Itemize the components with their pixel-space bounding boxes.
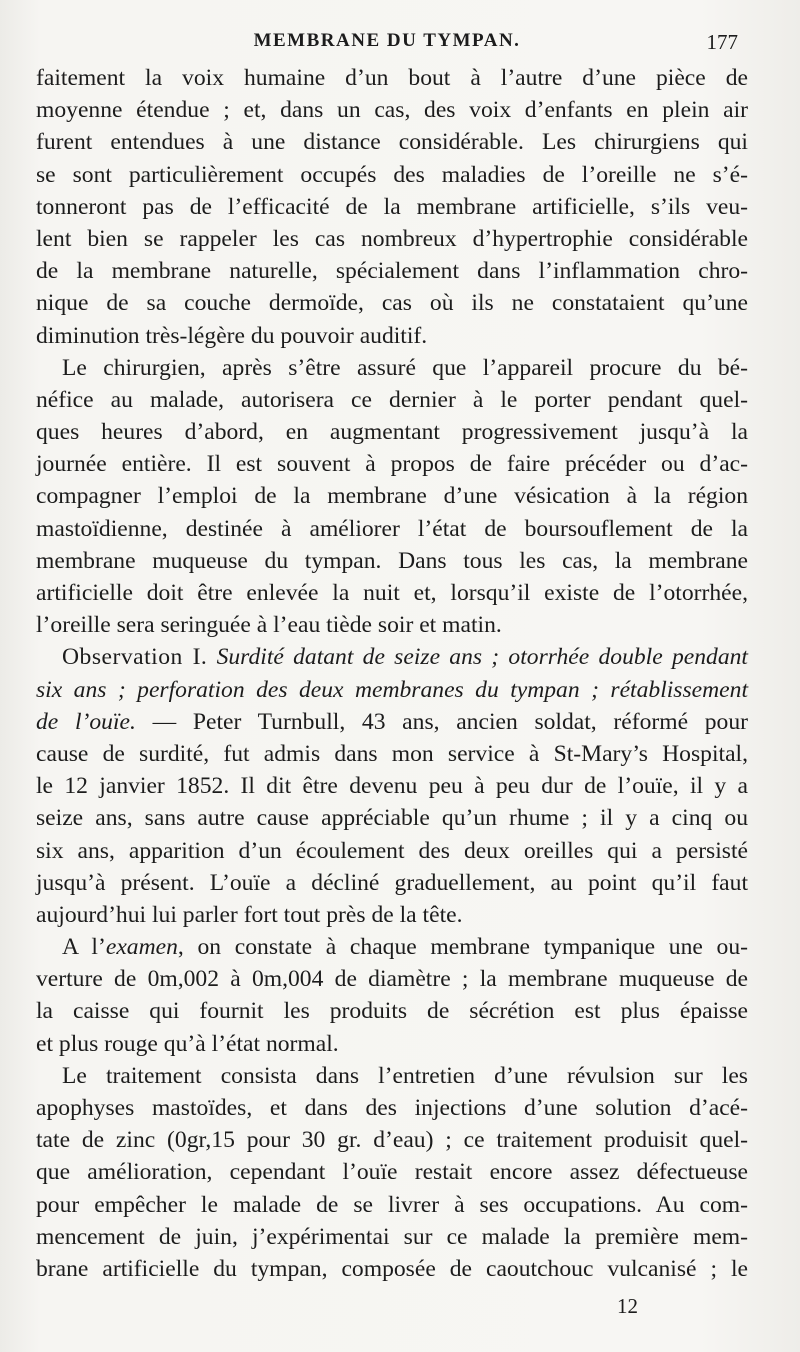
text-line: tonneront pas de l’efficacité de la membrane artificielle, s’ils veu- — [36, 193, 748, 220]
observation-title-line: six ans ; perforation des deux membranes du tympan ; rétablissement — [36, 676, 748, 703]
text-line: néfice au malade, autorisera ce dernier à le porter pendant quel- — [36, 386, 748, 413]
text-line: compagner l’emploi de la membrane d’une vésication à la région — [36, 483, 748, 510]
text-line: artificielle doit être enlevée la nuit et, lorsqu’il existe de l’otorrhée, — [36, 580, 748, 606]
text-line: seize ans, sans autre cause appréciable qu’un rhume ; il y a cinq ou — [36, 805, 748, 832]
text-line: mastoïdienne, destinée à améliorer l’état de boursouflement de la — [36, 515, 748, 542]
exam-prefix: A l’ — [62, 934, 106, 961]
text-line: six ans, apparition d’un écoulement des deux oreilles qui a persisté — [36, 837, 748, 864]
text-line: ques heures d’abord, en augmentant progressivement jusqu’à la — [36, 419, 748, 446]
text-line: l’oreille sera seringuée à l’eau tiède soir et matin. — [36, 612, 502, 639]
exam-rest: , on constate à chaque membrane tympanique une ou- — [177, 934, 748, 961]
text-line: jusqu’à présent. L’ouïe a décliné graduellement, au point qu’il faut — [36, 869, 748, 896]
text-line: aujourd’hui lui parler fort tout près de la tête. — [36, 901, 463, 928]
text-line: diminution très-légère du pouvoir auditif. — [36, 322, 428, 349]
text-line: journée entière. Il est souvent à propos de faire précéder ou d’ac- — [36, 451, 748, 478]
text-line: Le chirurgien, après s’être assuré que l’appareil procure du bé- — [62, 354, 748, 381]
exam-line — [36, 931, 748, 963]
text-line: mencement de juin, j’expérimentai sur ce malade la première mem- — [36, 1223, 748, 1250]
text-line: nique de sa couche dermoïde, cas où ils ne constataient qu’une — [36, 290, 748, 317]
text-line: cause de surdité, fut admis dans mon service à St-Mary’s Hospital, — [36, 740, 748, 767]
signature-mark: 12 — [617, 1294, 638, 1318]
observation-title-end: de l’ouïe. — [36, 708, 136, 735]
observation-label: Observation I. — [62, 644, 208, 671]
text-line: pour empêcher le malade de se livrer à ses occupations. Au com- — [36, 1191, 748, 1218]
page-number: 177 — [706, 30, 738, 54]
text-line: membrane muqueuse du tympan. Dans tous les cas, la membrane — [36, 547, 748, 574]
text-line: lent bien se rappeler les cas nombreux d’hypertrophie considérable — [36, 225, 748, 252]
text-line: et plus rouge qu’à l’état normal. — [36, 1030, 339, 1057]
observation-heading — [36, 641, 748, 673]
text-line: apophyses mastoïdes, et dans des injections d’une solution d’acé- — [36, 1095, 748, 1121]
text-line: la caisse qui fournit les produits de sécrétion est plus épaisse — [36, 998, 748, 1025]
text-line: se sont particulièrement occupés des maladies de l’oreille ne s’é- — [36, 161, 748, 188]
text-line: faitement la voix humaine d’un bout à l’autre d’une pièce de — [36, 65, 748, 91]
observation-title-line — [36, 706, 748, 738]
text-line: brane artificielle du tympan, composée de caoutchouc vulcanisé ; le — [36, 1255, 748, 1282]
running-title: MEMBRANE DU TYMPAN. — [253, 30, 521, 51]
body-text — [36, 62, 748, 1285]
exam-italic: examen — [105, 934, 178, 961]
text-line: furent entendues à une distance considérable. Les chirurgiens qui — [36, 129, 748, 156]
text-line: moyenne étendue ; et, dans un cas, des voix d’enfants en plein air — [36, 97, 748, 124]
text-line: tate de zinc (0gr,15 pour 30 gr. d’eau) ; ce traitement produisit quel- — [36, 1127, 748, 1154]
text-line: que amélioration, cependant l’ouïe restait encore assez défectueuse — [36, 1159, 748, 1186]
text-line: le 12 janvier 1852. Il dit être devenu peu à peu dur de l’ouïe, il y a — [36, 773, 748, 800]
text-line: verture de 0m,002 à 0m,004 de diamètre ; la membrane muqueuse de — [36, 966, 748, 993]
text-line: de la membrane naturelle, spécialement dans l’inflammation chro- — [36, 258, 748, 285]
running-head — [36, 30, 738, 60]
text-line: Le traitement consista dans l’entretien d’une révulsion sur les — [62, 1062, 748, 1089]
observation-title: Surdité datant de seize ans ; otorrhée double pendant — [216, 644, 748, 671]
observation-text: — Peter Turnbull, 43 ans, ancien soldat, réformé pour — [152, 708, 748, 735]
